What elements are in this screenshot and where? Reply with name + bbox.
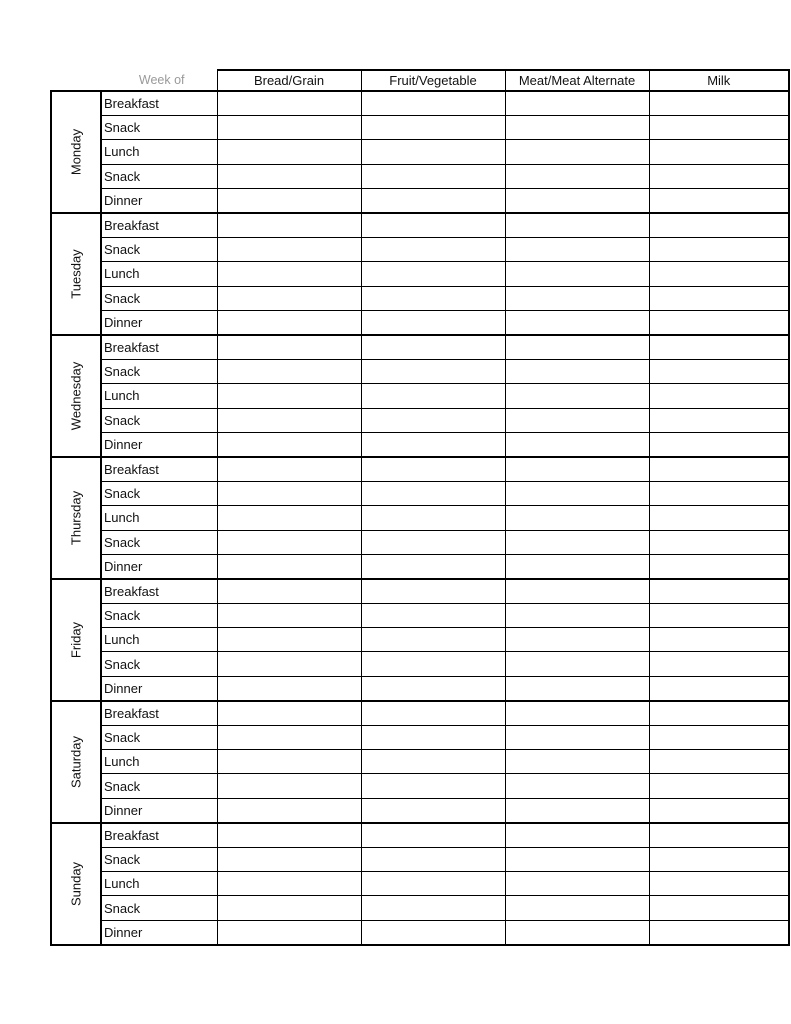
entry-cell-bread-grain[interactable] (217, 628, 361, 652)
day-cell-sunday (51, 823, 101, 945)
entry-cell-milk[interactable] (649, 189, 789, 213)
entry-cell-fruit-vegetable[interactable] (361, 213, 505, 237)
entry-cell-fruit-vegetable[interactable] (361, 579, 505, 603)
entry-cell-bread-grain[interactable] (217, 774, 361, 798)
table-row (51, 189, 789, 213)
entry-cell-fruit-vegetable[interactable] (361, 920, 505, 944)
entry-cell-meat-alternate[interactable] (505, 652, 649, 676)
table-row (51, 262, 789, 286)
entry-cell-meat-alternate[interactable] (505, 798, 649, 822)
entry-cell-bread-grain[interactable] (217, 457, 361, 481)
entry-cell-fruit-vegetable[interactable] (361, 115, 505, 139)
meal-label: Snack (101, 896, 217, 920)
entry-cell-fruit-vegetable[interactable] (361, 823, 505, 847)
column-header-meat-alternate: Meat/Meat Alternate (505, 70, 649, 91)
entry-cell-meat-alternate[interactable] (505, 530, 649, 554)
entry-cell-bread-grain[interactable] (217, 91, 361, 115)
entry-cell-fruit-vegetable[interactable] (361, 481, 505, 505)
meal-label: Lunch (101, 262, 217, 286)
entry-cell-meat-alternate[interactable] (505, 823, 649, 847)
entry-cell-milk[interactable] (649, 798, 789, 822)
entry-cell-bread-grain[interactable] (217, 262, 361, 286)
table-row (51, 384, 789, 408)
entry-cell-meat-alternate[interactable] (505, 676, 649, 700)
meal-label: Snack (101, 408, 217, 432)
entry-cell-fruit-vegetable[interactable] (361, 701, 505, 725)
entry-cell-bread-grain[interactable] (217, 213, 361, 237)
entry-cell-fruit-vegetable[interactable] (361, 652, 505, 676)
entry-cell-milk[interactable] (649, 750, 789, 774)
table-row (51, 750, 789, 774)
entry-cell-milk[interactable] (649, 823, 789, 847)
entry-cell-milk[interactable] (649, 920, 789, 944)
entry-cell-milk[interactable] (649, 359, 789, 383)
entry-cell-bread-grain[interactable] (217, 408, 361, 432)
entry-cell-milk[interactable] (649, 262, 789, 286)
entry-cell-bread-grain[interactable] (217, 335, 361, 359)
entry-cell-milk[interactable] (649, 628, 789, 652)
entry-cell-milk[interactable] (649, 725, 789, 749)
entry-cell-milk[interactable] (649, 432, 789, 456)
meal-label: Breakfast (101, 335, 217, 359)
entry-cell-meat-alternate[interactable] (505, 164, 649, 188)
entry-cell-meat-alternate[interactable] (505, 579, 649, 603)
entry-cell-milk[interactable] (649, 652, 789, 676)
entry-cell-fruit-vegetable[interactable] (361, 676, 505, 700)
table-row (51, 91, 789, 115)
entry-cell-meat-alternate[interactable] (505, 286, 649, 310)
entry-cell-milk[interactable] (649, 115, 789, 139)
entry-cell-fruit-vegetable[interactable] (361, 530, 505, 554)
entry-cell-fruit-vegetable[interactable] (361, 91, 505, 115)
table-row (51, 920, 789, 944)
table-row (51, 359, 789, 383)
entry-cell-milk[interactable] (649, 91, 789, 115)
entry-cell-fruit-vegetable[interactable] (361, 189, 505, 213)
table-row (51, 603, 789, 627)
entry-cell-milk[interactable] (649, 140, 789, 164)
table-row (51, 335, 789, 359)
entry-cell-bread-grain[interactable] (217, 579, 361, 603)
table-row (51, 237, 789, 261)
entry-cell-bread-grain[interactable] (217, 701, 361, 725)
meal-label: Dinner (101, 432, 217, 456)
day-label-sunday: Sunday (68, 861, 84, 906)
entry-cell-meat-alternate[interactable] (505, 140, 649, 164)
table-row (51, 530, 789, 554)
table-row (51, 286, 789, 310)
entry-cell-fruit-vegetable[interactable] (361, 774, 505, 798)
meal-label: Snack (101, 652, 217, 676)
entry-cell-fruit-vegetable[interactable] (361, 896, 505, 920)
meal-label: Dinner (101, 676, 217, 700)
meal-label: Dinner (101, 189, 217, 213)
table-row (51, 725, 789, 749)
entry-cell-fruit-vegetable[interactable] (361, 847, 505, 871)
meal-label: Snack (101, 725, 217, 749)
day-cell-thursday (51, 457, 101, 579)
entry-cell-meat-alternate[interactable] (505, 311, 649, 335)
day-cell-monday (51, 91, 101, 213)
table-row (51, 652, 789, 676)
meal-label: Snack (101, 237, 217, 261)
entry-cell-meat-alternate[interactable] (505, 262, 649, 286)
meal-label: Breakfast (101, 701, 217, 725)
entry-cell-meat-alternate[interactable] (505, 603, 649, 627)
entry-cell-milk[interactable] (649, 506, 789, 530)
table-row (51, 408, 789, 432)
meal-label: Snack (101, 359, 217, 383)
entry-cell-bread-grain[interactable] (217, 847, 361, 871)
entry-cell-fruit-vegetable[interactable] (361, 311, 505, 335)
meal-label: Breakfast (101, 213, 217, 237)
entry-cell-fruit-vegetable[interactable] (361, 506, 505, 530)
table-row (51, 872, 789, 896)
meal-label: Dinner (101, 798, 217, 822)
day-label-thursday: Thursday (68, 490, 84, 545)
meal-label: Lunch (101, 140, 217, 164)
meal-label: Breakfast (101, 457, 217, 481)
table-row (51, 164, 789, 188)
entry-cell-bread-grain[interactable] (217, 189, 361, 213)
day-label-wednesday: Wednesday (68, 361, 84, 431)
entry-cell-fruit-vegetable[interactable] (361, 872, 505, 896)
entry-cell-meat-alternate[interactable] (505, 701, 649, 725)
meal-label: Lunch (101, 872, 217, 896)
meal-planner-sheet (50, 69, 744, 946)
entry-cell-fruit-vegetable[interactable] (361, 798, 505, 822)
meal-label: Breakfast (101, 579, 217, 603)
meal-label: Dinner (101, 311, 217, 335)
meal-label: Snack (101, 774, 217, 798)
entry-cell-bread-grain[interactable] (217, 481, 361, 505)
entry-cell-fruit-vegetable[interactable] (361, 750, 505, 774)
entry-cell-bread-grain[interactable] (217, 359, 361, 383)
entry-cell-fruit-vegetable[interactable] (361, 432, 505, 456)
entry-cell-bread-grain[interactable] (217, 554, 361, 578)
entry-cell-meat-alternate[interactable] (505, 115, 649, 139)
entry-cell-meat-alternate[interactable] (505, 189, 649, 213)
entry-cell-milk[interactable] (649, 554, 789, 578)
entry-cell-meat-alternate[interactable] (505, 506, 649, 530)
column-header-milk: Milk (649, 70, 789, 91)
meal-label: Snack (101, 115, 217, 139)
entry-cell-milk[interactable] (649, 896, 789, 920)
table-row (51, 311, 789, 335)
entry-cell-meat-alternate[interactable] (505, 359, 649, 383)
entry-cell-milk[interactable] (649, 701, 789, 725)
meal-label: Lunch (101, 384, 217, 408)
entry-cell-milk[interactable] (649, 774, 789, 798)
table-row (51, 896, 789, 920)
entry-cell-milk[interactable] (649, 335, 789, 359)
entry-cell-meat-alternate[interactable] (505, 91, 649, 115)
entry-cell-meat-alternate[interactable] (505, 237, 649, 261)
entry-cell-milk[interactable] (649, 847, 789, 871)
day-cell-tuesday (51, 213, 101, 335)
entry-cell-bread-grain[interactable] (217, 676, 361, 700)
table-row (51, 506, 789, 530)
table-row (51, 140, 789, 164)
entry-cell-fruit-vegetable[interactable] (361, 603, 505, 627)
entry-cell-milk[interactable] (649, 408, 789, 432)
entry-cell-fruit-vegetable[interactable] (361, 384, 505, 408)
entry-cell-bread-grain[interactable] (217, 798, 361, 822)
entry-cell-bread-grain[interactable] (217, 750, 361, 774)
entry-cell-milk[interactable] (649, 579, 789, 603)
entry-cell-bread-grain[interactable] (217, 652, 361, 676)
table-row (51, 823, 789, 847)
meal-planner-table (50, 69, 790, 946)
entry-cell-bread-grain[interactable] (217, 115, 361, 139)
entry-cell-fruit-vegetable[interactable] (361, 359, 505, 383)
table-row (51, 579, 789, 603)
entry-cell-meat-alternate[interactable] (505, 896, 649, 920)
entry-cell-fruit-vegetable[interactable] (361, 408, 505, 432)
entry-cell-fruit-vegetable[interactable] (361, 628, 505, 652)
entry-cell-bread-grain[interactable] (217, 164, 361, 188)
meal-label: Dinner (101, 554, 217, 578)
entry-cell-bread-grain[interactable] (217, 725, 361, 749)
meal-label: Snack (101, 286, 217, 310)
entry-cell-milk[interactable] (649, 481, 789, 505)
entry-cell-fruit-vegetable[interactable] (361, 457, 505, 481)
entry-cell-fruit-vegetable[interactable] (361, 164, 505, 188)
entry-cell-meat-alternate[interactable] (505, 335, 649, 359)
entry-cell-milk[interactable] (649, 311, 789, 335)
entry-cell-milk[interactable] (649, 603, 789, 627)
entry-cell-fruit-vegetable[interactable] (361, 286, 505, 310)
table-row (51, 115, 789, 139)
entry-cell-meat-alternate[interactable] (505, 774, 649, 798)
entry-cell-bread-grain[interactable] (217, 823, 361, 847)
entry-cell-milk[interactable] (649, 676, 789, 700)
entry-cell-milk[interactable] (649, 237, 789, 261)
entry-cell-meat-alternate[interactable] (505, 628, 649, 652)
day-cell-saturday (51, 701, 101, 823)
entry-cell-fruit-vegetable[interactable] (361, 237, 505, 261)
entry-cell-milk[interactable] (649, 164, 789, 188)
entry-cell-meat-alternate[interactable] (505, 750, 649, 774)
week-of-label[interactable]: Week of (138, 73, 185, 87)
meal-label: Lunch (101, 506, 217, 530)
meal-label: Snack (101, 603, 217, 627)
day-label-saturday: Saturday (68, 735, 84, 788)
entry-cell-bread-grain[interactable] (217, 140, 361, 164)
table-row (51, 628, 789, 652)
entry-cell-fruit-vegetable[interactable] (361, 554, 505, 578)
entry-cell-bread-grain[interactable] (217, 237, 361, 261)
entry-cell-meat-alternate[interactable] (505, 384, 649, 408)
meal-label: Snack (101, 847, 217, 871)
entry-cell-fruit-vegetable[interactable] (361, 140, 505, 164)
meal-label: Lunch (101, 750, 217, 774)
entry-cell-meat-alternate[interactable] (505, 920, 649, 944)
table-row (51, 432, 789, 456)
entry-cell-fruit-vegetable[interactable] (361, 725, 505, 749)
entry-cell-meat-alternate[interactable] (505, 481, 649, 505)
entry-cell-milk[interactable] (649, 213, 789, 237)
day-label-tuesday: Tuesday (68, 249, 84, 299)
entry-cell-meat-alternate[interactable] (505, 457, 649, 481)
table-row (51, 676, 789, 700)
entry-cell-meat-alternate[interactable] (505, 408, 649, 432)
meal-label: Dinner (101, 920, 217, 944)
meal-label: Lunch (101, 628, 217, 652)
entry-cell-meat-alternate[interactable] (505, 554, 649, 578)
entry-cell-milk[interactable] (649, 286, 789, 310)
meal-label: Snack (101, 530, 217, 554)
day-label-friday: Friday (68, 621, 84, 658)
entry-cell-meat-alternate[interactable] (505, 725, 649, 749)
meal-label: Snack (101, 164, 217, 188)
table-row (51, 554, 789, 578)
meal-label: Breakfast (101, 91, 217, 115)
entry-cell-bread-grain[interactable] (217, 506, 361, 530)
entry-cell-milk[interactable] (649, 530, 789, 554)
planner-body (51, 91, 789, 945)
entry-cell-meat-alternate[interactable] (505, 847, 649, 871)
meal-label: Snack (101, 481, 217, 505)
entry-cell-bread-grain[interactable] (217, 384, 361, 408)
entry-cell-bread-grain[interactable] (217, 920, 361, 944)
entry-cell-bread-grain[interactable] (217, 432, 361, 456)
column-header-fruit-vegetable: Fruit/Vegetable (361, 70, 505, 91)
entry-cell-fruit-vegetable[interactable] (361, 335, 505, 359)
table-row (51, 457, 789, 481)
entry-cell-meat-alternate[interactable] (505, 872, 649, 896)
day-cell-friday (51, 579, 101, 701)
table-row (51, 847, 789, 871)
table-row (51, 213, 789, 237)
entry-cell-meat-alternate[interactable] (505, 213, 649, 237)
entry-cell-bread-grain[interactable] (217, 872, 361, 896)
entry-cell-bread-grain[interactable] (217, 530, 361, 554)
column-header-bread-grain: Bread/Grain (217, 70, 361, 91)
table-row (51, 481, 789, 505)
entry-cell-meat-alternate[interactable] (505, 432, 649, 456)
entry-cell-bread-grain[interactable] (217, 311, 361, 335)
table-row (51, 701, 789, 725)
table-row (51, 798, 789, 822)
entry-cell-milk[interactable] (649, 384, 789, 408)
table-row (51, 774, 789, 798)
day-label-monday: Monday (68, 128, 84, 176)
entry-cell-milk[interactable] (649, 457, 789, 481)
day-cell-wednesday (51, 335, 101, 457)
entry-cell-milk[interactable] (649, 872, 789, 896)
entry-cell-bread-grain[interactable] (217, 603, 361, 627)
entry-cell-bread-grain[interactable] (217, 896, 361, 920)
entry-cell-bread-grain[interactable] (217, 286, 361, 310)
meal-label: Breakfast (101, 823, 217, 847)
entry-cell-fruit-vegetable[interactable] (361, 262, 505, 286)
header-row (51, 70, 789, 91)
